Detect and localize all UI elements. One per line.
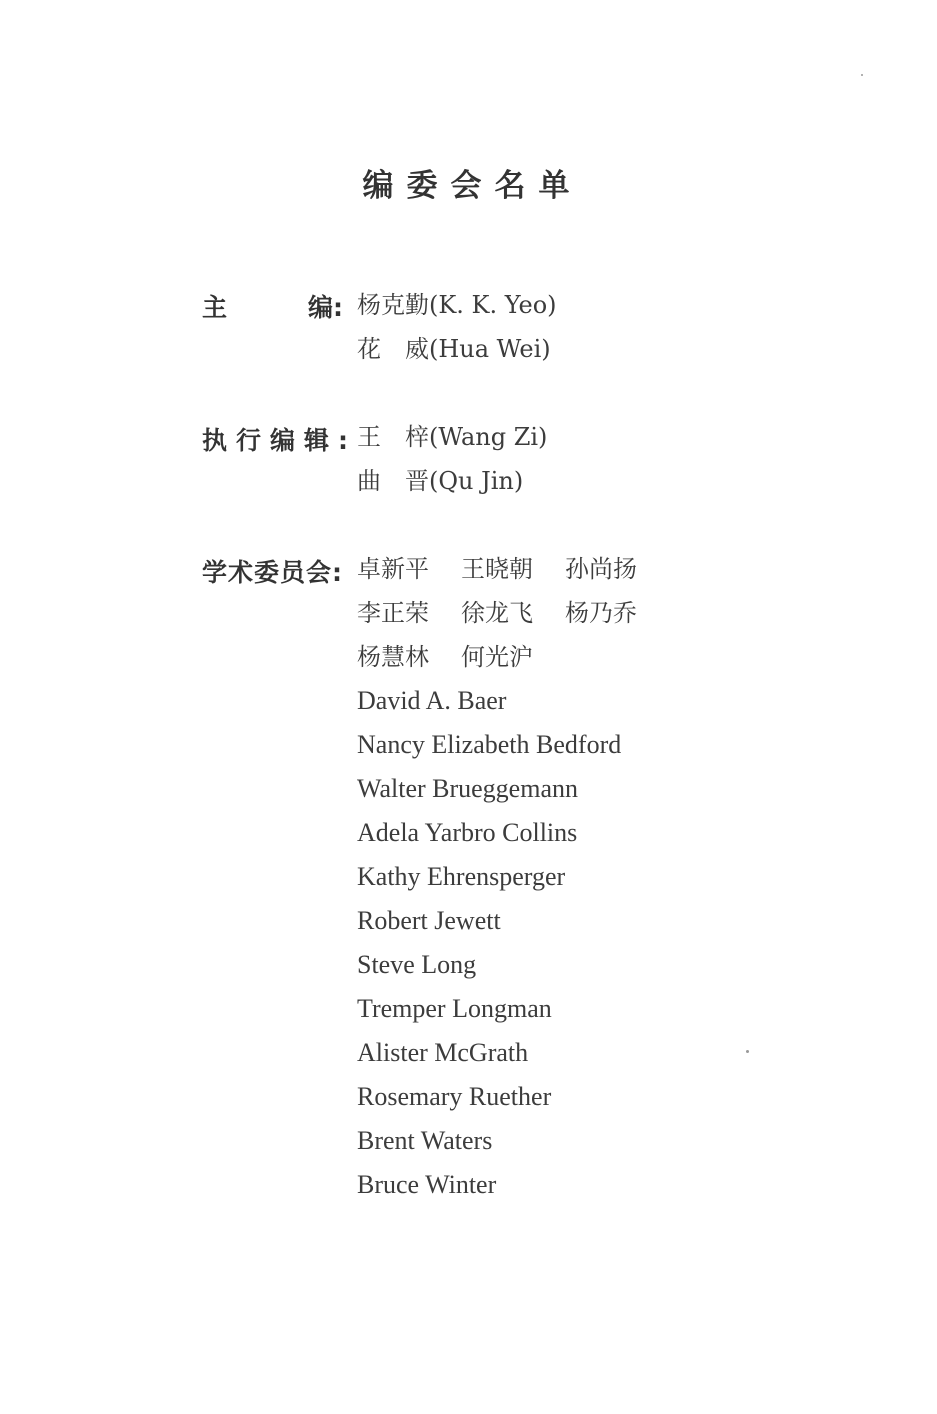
committee-member: 孙尚扬 [565, 555, 637, 583]
chief-editor-name: 花 威(Hua Wei) [357, 335, 551, 363]
committee-chinese-row [357, 642, 565, 672]
committee-chinese-row [357, 554, 669, 584]
committee-member: Nancy Elizabeth Bedford [357, 730, 622, 759]
scan-speck [746, 1050, 749, 1053]
executive-editor-name: 王 梓(Wang Zi) [357, 423, 548, 451]
committee-member: Brent Waters [357, 1126, 493, 1155]
page-title: 编委会名单 [362, 168, 583, 204]
committee-member: 杨慧林 [357, 643, 429, 671]
committee-member: 何光沪 [461, 643, 533, 671]
committee-member: Walter Brueggemann [357, 774, 578, 803]
committee-member: Steve Long [357, 950, 477, 979]
committee-member: Adela Yarbro Collins [357, 818, 578, 847]
committee-member: Bruce Winter [357, 1170, 497, 1199]
scan-speck [861, 74, 863, 76]
committee-chinese-row [357, 598, 669, 628]
chief-editor-label-char2: 编: [308, 293, 343, 322]
committee-member: 王晓朝 [461, 555, 533, 583]
committee-member: Kathy Ehrensperger [357, 862, 566, 891]
executive-editor-name: 曲 晋(Qu Jin) [357, 467, 524, 495]
committee-member: David A. Baer [357, 686, 507, 715]
committee-member: 李正荣 [357, 599, 429, 627]
committee-member: Rosemary Ruether [357, 1082, 552, 1111]
committee-member: 杨乃乔 [565, 599, 637, 627]
committee-member: 徐龙飞 [461, 599, 533, 627]
chief-editor-label-char1: 主 [202, 293, 228, 322]
academic-committee-label: 学术委员会: [202, 558, 343, 587]
committee-member: Tremper Longman [357, 994, 552, 1023]
committee-member: 卓新平 [357, 555, 429, 583]
committee-member: Robert Jewett [357, 906, 501, 935]
chief-editor-name: 杨克勤(K. K. Yeo) [357, 291, 557, 319]
executive-editor-label: 执行编辑: [202, 426, 357, 455]
committee-member: Alister McGrath [357, 1038, 529, 1067]
